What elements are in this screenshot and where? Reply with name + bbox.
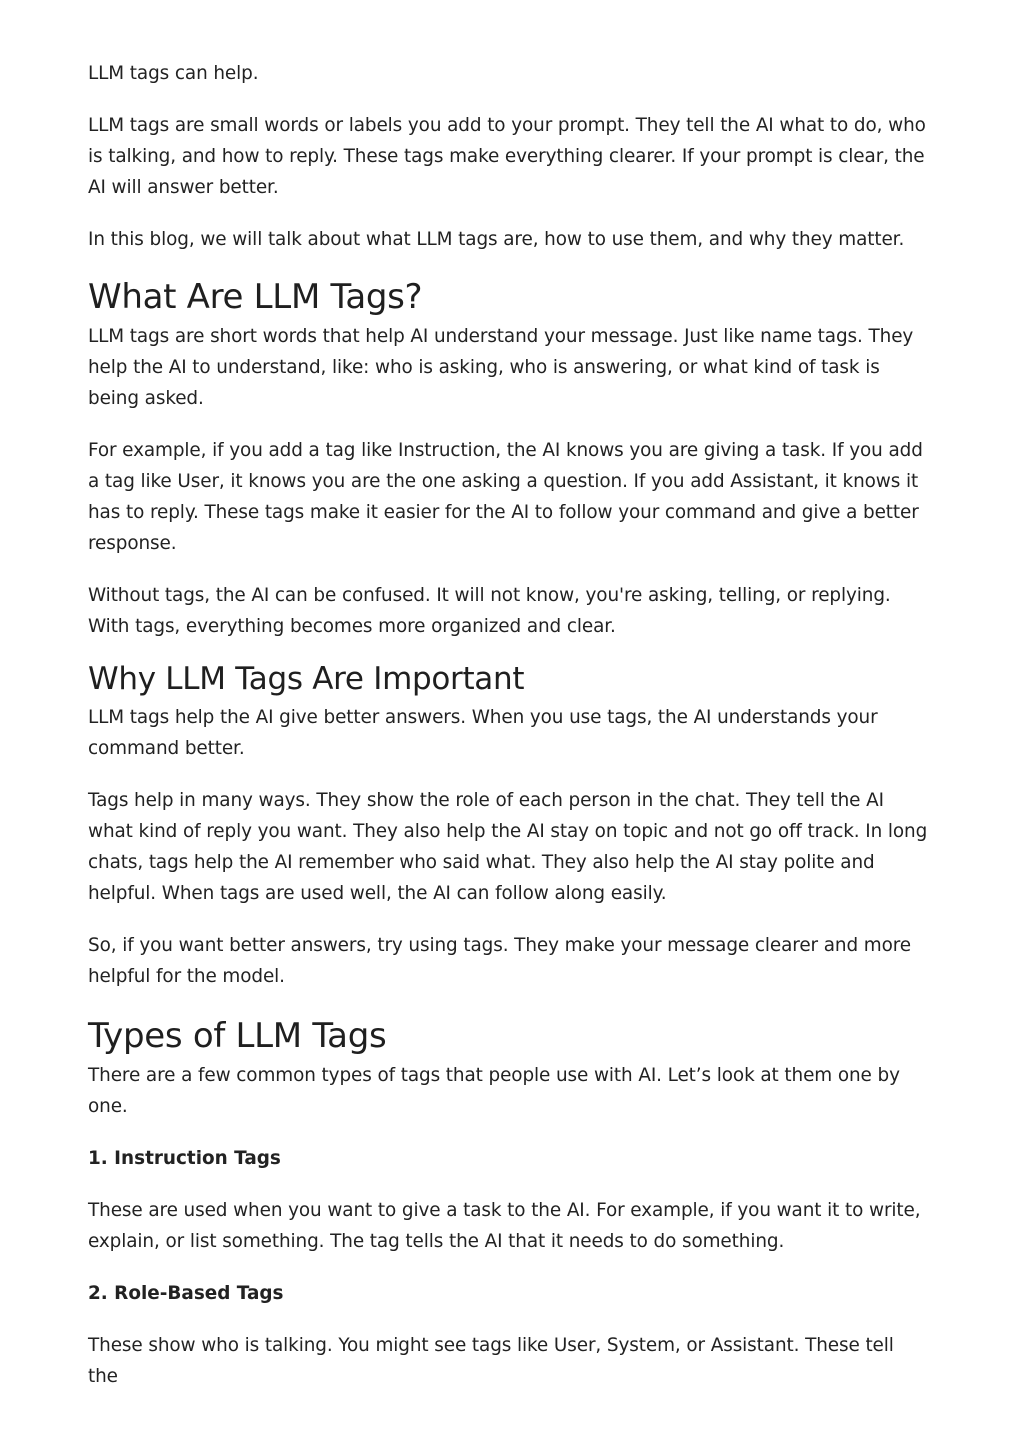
instruction-tags-heading: 1. Instruction Tags	[88, 1148, 281, 1169]
role-based-tags-paragraph: These show who is talking. You might see tags like User, System, or Assistant. These tell the	[88, 1335, 894, 1387]
what-paragraph-1: LLM tags are short words that help AI understand your message. Just like name tags. They help the AI to understand, like: who is asking, who is answering, or what kind of task is being asked.	[88, 326, 914, 409]
what-heading: What Are LLM Tags?	[88, 277, 423, 317]
what-paragraph-2: For example, if you add a tag like Instruction, the AI knows you are giving a task. If you add a tag like User, it knows you are the one asking a question. If you add Assistant, it knows it has to reply. These tags make it easier for the AI to follow your command and give a better response.	[88, 440, 923, 554]
why-paragraph-2: Tags help in many ways. They show the role of each person in the chat. They tell the AI what kind of reply you want. They also help the AI stay on topic and not go off track. In long chats, tags help the AI remember who said what. They also help the AI stay polite and helpful. When tags are used well, the AI can follow along easily.	[88, 790, 928, 904]
what-paragraph-3: Without tags, the AI can be confused. It will not know, you're asking, telling, or replying. With tags, everything becomes more organized and clear.	[88, 585, 891, 637]
why-paragraph-1: LLM tags help the AI give better answers. When you use tags, the AI understands your command better.	[88, 707, 878, 759]
intro-paragraph-1: LLM tags can help.	[88, 63, 259, 84]
types-paragraph-1: There are a few common types of tags that people use with AI. Let’s look at them one by one.	[88, 1065, 900, 1117]
role-based-tags-heading: 2. Role-Based Tags	[88, 1283, 284, 1304]
why-heading: Why LLM Tags Are Important	[88, 661, 525, 697]
intro-paragraph-3: In this blog, we will talk about what LLM tags are, how to use them, and why they matter.	[88, 229, 905, 250]
intro-paragraph-2: LLM tags are small words or labels you add to your prompt. They tell the AI what to do, who is talking, and how to reply. These tags make everything clearer. If your prompt is clear, the AI will answer better.	[88, 115, 926, 198]
instruction-tags-paragraph: These are used when you want to give a task to the AI. For example, if you want it to write, explain, or list something. The tag tells the AI that it needs to do something.	[88, 1200, 921, 1252]
types-heading: Types of LLM Tags	[88, 1016, 387, 1056]
article-body	[88, 58, 928, 1392]
why-paragraph-3: So, if you want better answers, try using tags. They make your message clearer and more helpful for the model.	[88, 935, 912, 987]
